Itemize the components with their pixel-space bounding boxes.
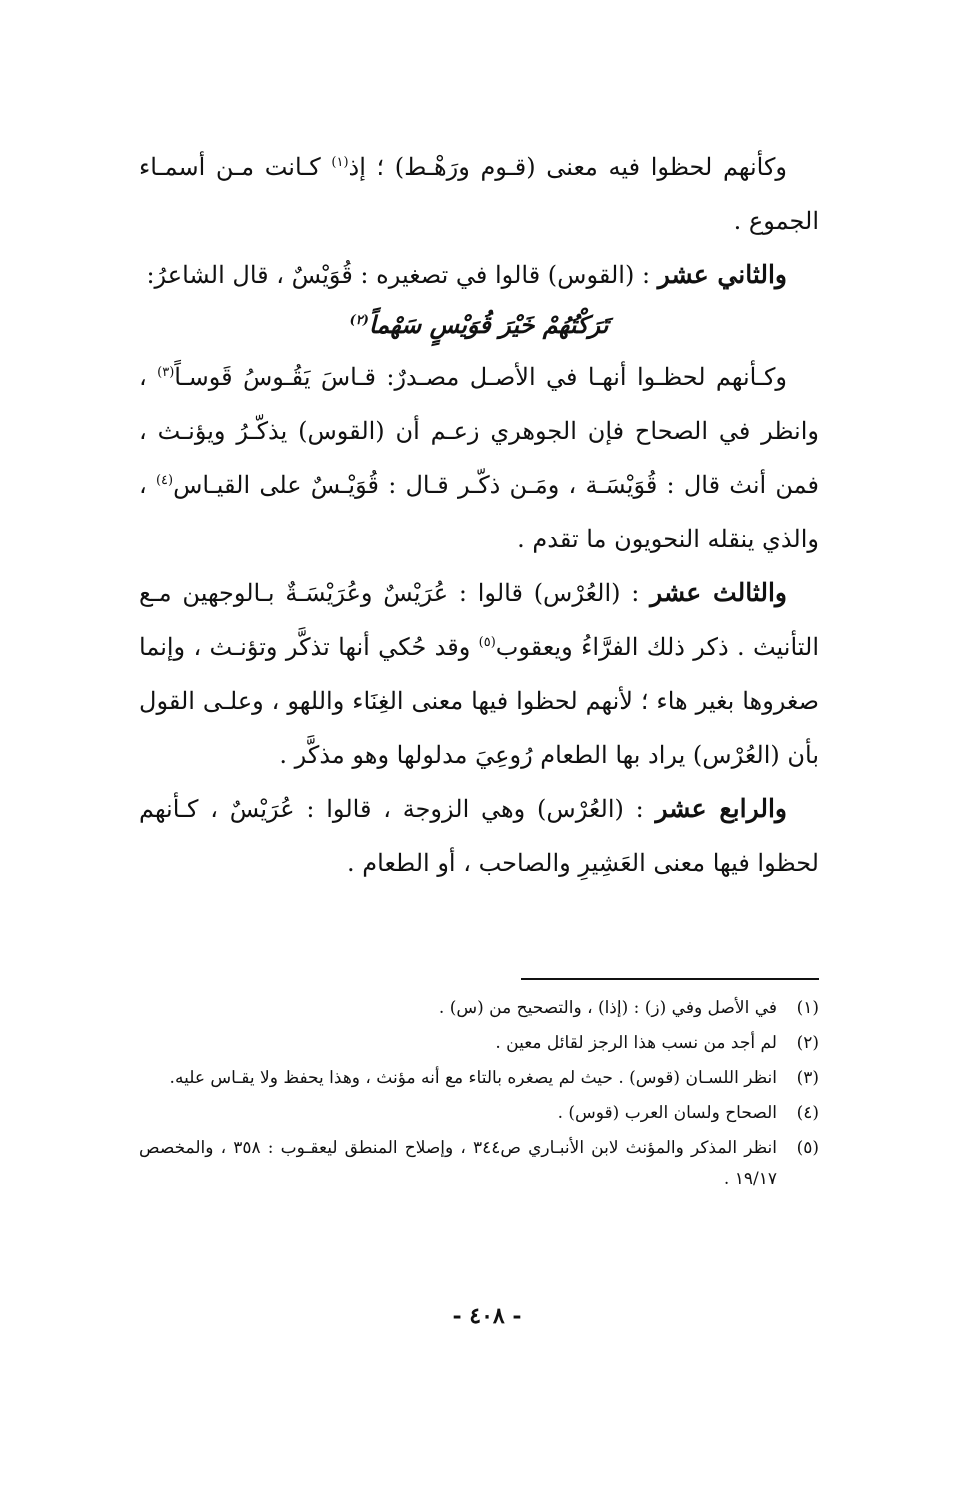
paragraph-4-text-a: : (العُرْس) قالوا : عُرَيْسٌ وعُرَيْسَـةٌ بـالوجهين مـع التأنيث . ذكر ذلك الفرَّاءُ ويعقوب bbox=[139, 579, 819, 661]
paragraph-3-text-b: ، وانظر في الصحاح فإن الجوهري زعـم أن (القوس) يذكّـرُ ويؤنـث ، فمن أنث قال : قُوَيْسَـة ، ومَـن ذكّـر قـال : قُوَيْـسٌ على القيـاس bbox=[139, 363, 820, 499]
paragraph-5-text: : (العُرْس) وهي الزوجة ، قالوا : عُرَيْسٌ ، كـأنهم لحظوا فيها معنى العَشِيرِ والصاحب ، أو الطعام . bbox=[139, 795, 819, 877]
footnote-number: (٢) bbox=[796, 1033, 819, 1053]
paragraph-2-text: : (القوس) قالوا في تصغيره : قُوَيْسٌ ، قال الشاعرُ: bbox=[146, 261, 658, 289]
paragraph-5 bbox=[139, 782, 819, 890]
section-heading-12: والثاني عشر bbox=[657, 260, 787, 289]
paragraph-2 bbox=[139, 248, 819, 302]
verse-text: تَرَكْتُهُمْ خَيْرَ قُوَيْسٍ سَهْماً bbox=[368, 310, 609, 339]
footnote-divider bbox=[521, 978, 819, 980]
section-heading-14: والرابع عشر bbox=[655, 794, 788, 823]
poetry-verse bbox=[139, 298, 819, 352]
footnotes bbox=[139, 993, 819, 1199]
footnote-text: انظر اللسـان (قوس) . حيث لم يصغره بالتاء مع أنه مؤنث ، وهذا يحفظ ولا يقـاس عليه. bbox=[169, 1068, 777, 1088]
main-text bbox=[139, 140, 819, 890]
footnote-number: (٥) bbox=[796, 1138, 819, 1158]
footnote-item bbox=[139, 1028, 819, 1059]
footnote-ref-4: (٤) bbox=[155, 473, 174, 488]
footnote-item bbox=[139, 1063, 819, 1094]
footnote-text: الصحاح ولسان العرب (قوس) . bbox=[557, 1103, 777, 1123]
paragraph-1-text-b: كـانت مـن أسمـاء الجموع . bbox=[139, 153, 819, 235]
footnote-item bbox=[139, 993, 819, 1024]
paragraph-4-text-b: وقد حُكي أنها تذكَّر وتؤنـث ، وإنما صغروها بغير هاء ؛ لأنهم لحظوا فيها معنى الغِنَاء واللهو ، وعلـى القول بأن (العُرْس) يراد بها الطعام رُوعِيَ مدلولها وهو مذكَّر . bbox=[139, 633, 819, 769]
footnote-ref-3: (٣) bbox=[157, 365, 175, 380]
footnote-number: (١) bbox=[796, 998, 819, 1018]
footnote-ref-1: (١) bbox=[331, 155, 349, 170]
paragraph-1-text-a: وكأنهم لحظوا فيه معنى (قـوم ورَهْـط) ؛ إذ bbox=[348, 153, 788, 181]
footnote-ref-5: (٥) bbox=[478, 635, 496, 650]
footnote-item bbox=[139, 1133, 819, 1195]
paragraph-3 bbox=[139, 350, 819, 566]
footnote-ref-2: (٢) bbox=[349, 313, 369, 328]
footnote-number: (٤) bbox=[796, 1103, 819, 1123]
paragraph-3-text-c: ، والذي ينقله النحويون ما تقدم . bbox=[139, 471, 819, 553]
page-number: - ٤٠٨ - bbox=[452, 1303, 522, 1329]
footnote-text: لم أجد من نسب هذا الرجز لقائل معين . bbox=[495, 1033, 777, 1053]
footnote-text: في الأصل وفي (ز) : (إذا) ، والتصحيح من (س) . bbox=[438, 998, 777, 1018]
paragraph-3-text-a: وكـأنهم لحظـوا أنهـا في الأصـل مصـدرٌ: قـاسَ يَقُـوسُ قَوسـاً bbox=[174, 363, 788, 391]
section-heading-13: والثالث عشر bbox=[650, 578, 787, 607]
footnote-text: انظر المذكر والمؤنث لابن الأنبـاري ص٣٤٤ ، وإصلاح المنطق ليعقـوب : ٣٥٨ ، والمخصص ١٩/١٧ . bbox=[139, 1138, 777, 1189]
paragraph-4 bbox=[139, 566, 819, 782]
footnote-number: (٣) bbox=[796, 1068, 819, 1088]
paragraph-1 bbox=[139, 140, 819, 248]
footnote-item bbox=[139, 1098, 819, 1129]
